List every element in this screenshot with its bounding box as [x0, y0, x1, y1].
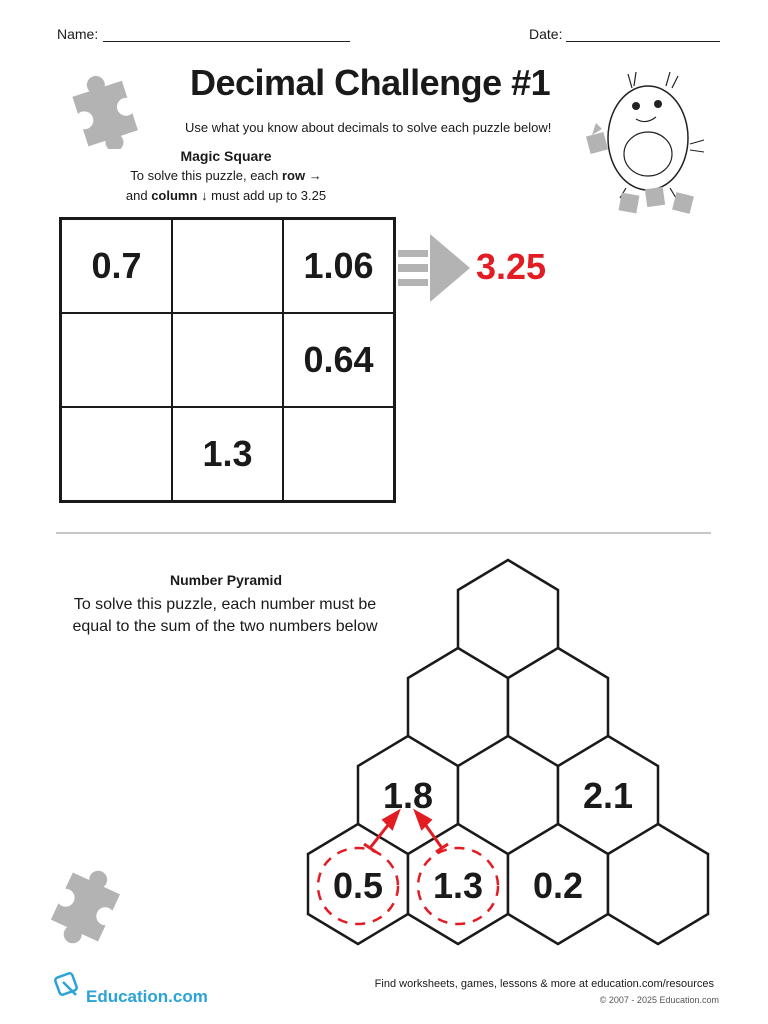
magic-square-grid — [59, 217, 396, 503]
page-title: Decimal Challenge #1 — [190, 62, 551, 103]
name-label: Name: — [57, 26, 99, 42]
magic-cell[interactable] — [172, 313, 283, 407]
brand-name[interactable]: Education.com — [86, 987, 208, 1006]
arrow-down-icon: ↓ — [201, 188, 208, 203]
number-pyramid — [300, 552, 720, 952]
pyramid-instr-line1: To solve this puzzle, each number must be — [73, 596, 377, 613]
magic-cell[interactable] — [61, 313, 172, 407]
footer-copyright: © 2007 - 2025 Education.com — [599, 995, 719, 1005]
magic-cell[interactable]: 1.3 — [172, 407, 283, 501]
magic-cell[interactable]: 0.64 — [283, 313, 394, 407]
magic-cell[interactable] — [283, 407, 394, 501]
instr-text: To solve this puzzle, each — [130, 168, 282, 183]
magic-square-title: Magic Square — [180, 148, 272, 164]
name-field[interactable] — [103, 27, 350, 42]
big-arrow-right-icon — [398, 234, 470, 302]
instr-bold-row: row — [282, 168, 306, 183]
education-logo-icon — [54, 970, 84, 1000]
pyramid-value: 0.5 — [332, 865, 384, 906]
magic-cell[interactable]: 1.06 — [283, 219, 394, 313]
egg-monster-mascot — [584, 64, 714, 224]
pyramid-value: 0.2 — [532, 865, 584, 906]
arrow-right-icon: → — [308, 168, 322, 183]
instr-text: must add up to 3.25 — [207, 188, 327, 203]
magic-square-instructions — [0, 166, 452, 206]
pyramid-value: 2.1 — [582, 775, 634, 816]
footer-tagline: Find worksheets, games, lessons & more at education.com/resources — [374, 978, 714, 990]
pyramid-title: Number Pyramid — [169, 572, 283, 588]
pyramid-value: 1.8 — [382, 775, 434, 816]
instr-text: and — [125, 188, 152, 203]
puzzle-piece-icon — [46, 860, 141, 950]
instr-bold-column: column — [151, 188, 198, 203]
magic-cell[interactable]: 0.7 — [61, 219, 172, 313]
pyramid-value: 1.3 — [432, 865, 484, 906]
magic-cell[interactable] — [172, 219, 283, 313]
pyramid-instr-line2: equal to the sum of the two numbers below — [72, 618, 378, 635]
page-subtitle: Use what you know about decimals to solve each puzzle below! — [185, 120, 552, 135]
date-field[interactable] — [566, 27, 720, 42]
magic-cell[interactable] — [61, 407, 172, 501]
target-sum: 3.25 — [476, 246, 547, 287]
puzzle-piece-icon — [62, 64, 157, 149]
date-label: Date: — [529, 26, 563, 42]
section-divider — [56, 532, 711, 534]
